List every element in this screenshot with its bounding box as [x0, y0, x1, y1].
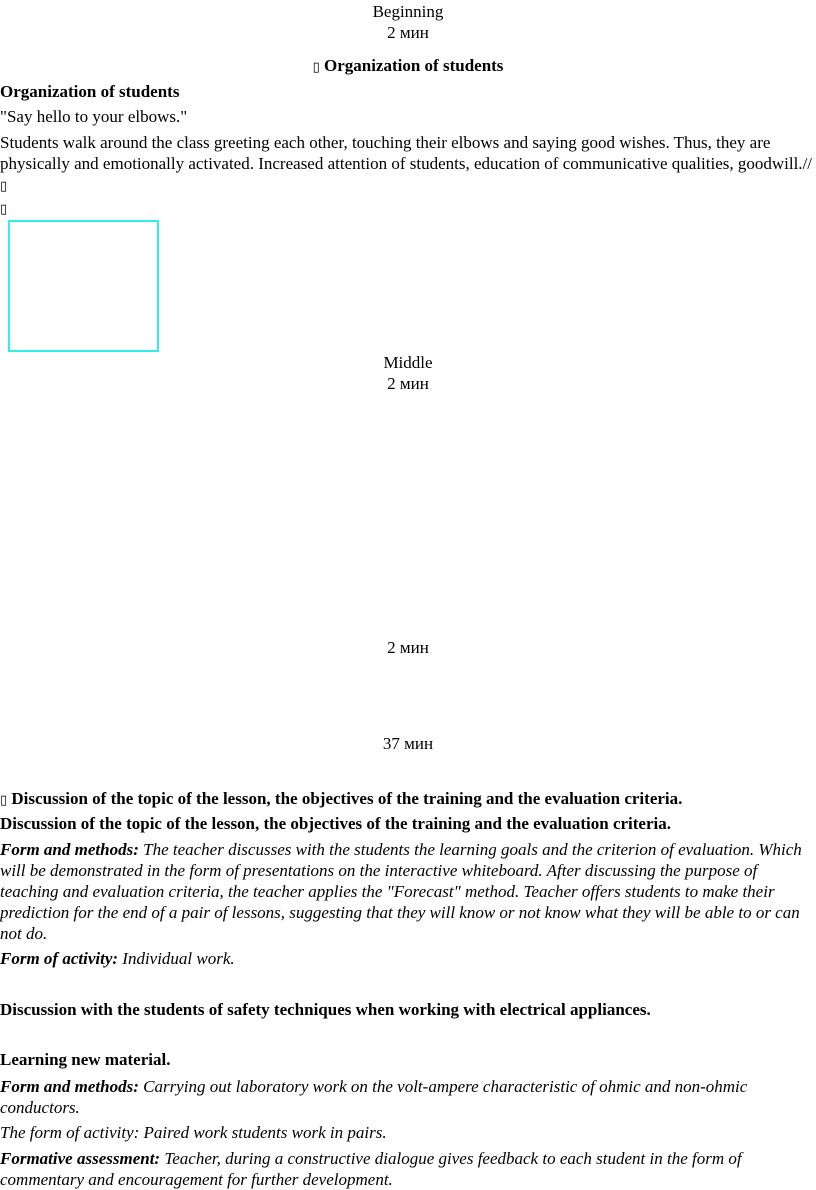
- form-methods2-label: Form and methods:: [0, 1077, 139, 1096]
- placeholder-glyph-icon: ▯: [0, 202, 8, 217]
- form-methods-paragraph: [0, 839, 814, 944]
- safety-heading: Discussion with the students of safety techniques when working with electrical appliances.: [0, 1000, 651, 1019]
- duration-2: 2 мин: [387, 638, 429, 657]
- formative-paragraph: [0, 1148, 814, 1190]
- placeholder-glyph-icon: ▯: [0, 179, 8, 194]
- activity-paragraph: [0, 132, 814, 197]
- greeting-text: "Say hello to your elbows.": [0, 107, 188, 126]
- form-methods2-text: Carrying out laboratory work on the volt-ampere characteristic of ohmic and non-ohmic conductors.: [0, 1077, 748, 1117]
- form-activity-text: Individual work.: [118, 949, 235, 968]
- discussion-title-marked: [0, 789, 682, 809]
- placeholder-glyph-icon: ▯: [0, 793, 8, 808]
- middle-heading: Middle: [383, 353, 433, 372]
- activity-marks: //: [802, 154, 813, 173]
- duration-3: 37 мин: [382, 734, 434, 753]
- formative-text: Teacher, during a constructive dialogue gives feedback to each student in the form of commentary and encouragement for further development.: [0, 1149, 742, 1189]
- formative-label: Formative assessment:: [0, 1149, 161, 1168]
- stray-glyph: [0, 198, 7, 218]
- new-material-heading: Learning new material.: [0, 1050, 171, 1069]
- discussion-title-marked-text: Discussion of the topic of the lesson, the objectives of the training and the evaluation criteria.: [11, 789, 683, 808]
- beginning-duration: 2 мин: [387, 23, 429, 42]
- form-activity-line: [0, 949, 235, 969]
- form-methods-label: Form and methods:: [0, 840, 139, 859]
- org-title-centered-text: Organization of students: [323, 56, 504, 75]
- middle-duration: 2 мин: [387, 374, 429, 393]
- beginning-heading: Beginning: [372, 2, 444, 21]
- image-frame: [8, 220, 159, 352]
- form-methods2-paragraph: [0, 1076, 814, 1118]
- org-title-centered: [0, 56, 816, 76]
- org-title: Organization of students: [0, 82, 180, 101]
- form-methods-text: The teacher discusses with the students the learning goals and the criterion of evaluation. Which will be demonstrated in the form of presentations on the interactive whiteboard. After discussing the purpose of teaching and evaluation criteria, the teacher applies the "Forecast" method. Teacher offers students to make their prediction for the end of a pair of lessons, suggesting that they will know or not know what they will be able to or can not do.: [0, 840, 802, 943]
- placeholder-glyph-icon: ▯: [312, 60, 320, 75]
- activity-text: Students walk around the class greeting each other, touching their elbows and saying good wishes. Thus, they are physically and emotionally activated. Increased attention of students, education of communicative qualities, goodwill.: [0, 133, 803, 173]
- discussion-title: Discussion of the topic of the lesson, the objectives of the training and the evaluation criteria.: [0, 814, 671, 833]
- pairs-line: The form of activity: Paired work students work in pairs.: [0, 1123, 387, 1142]
- form-activity-label: Form of activity:: [0, 949, 119, 968]
